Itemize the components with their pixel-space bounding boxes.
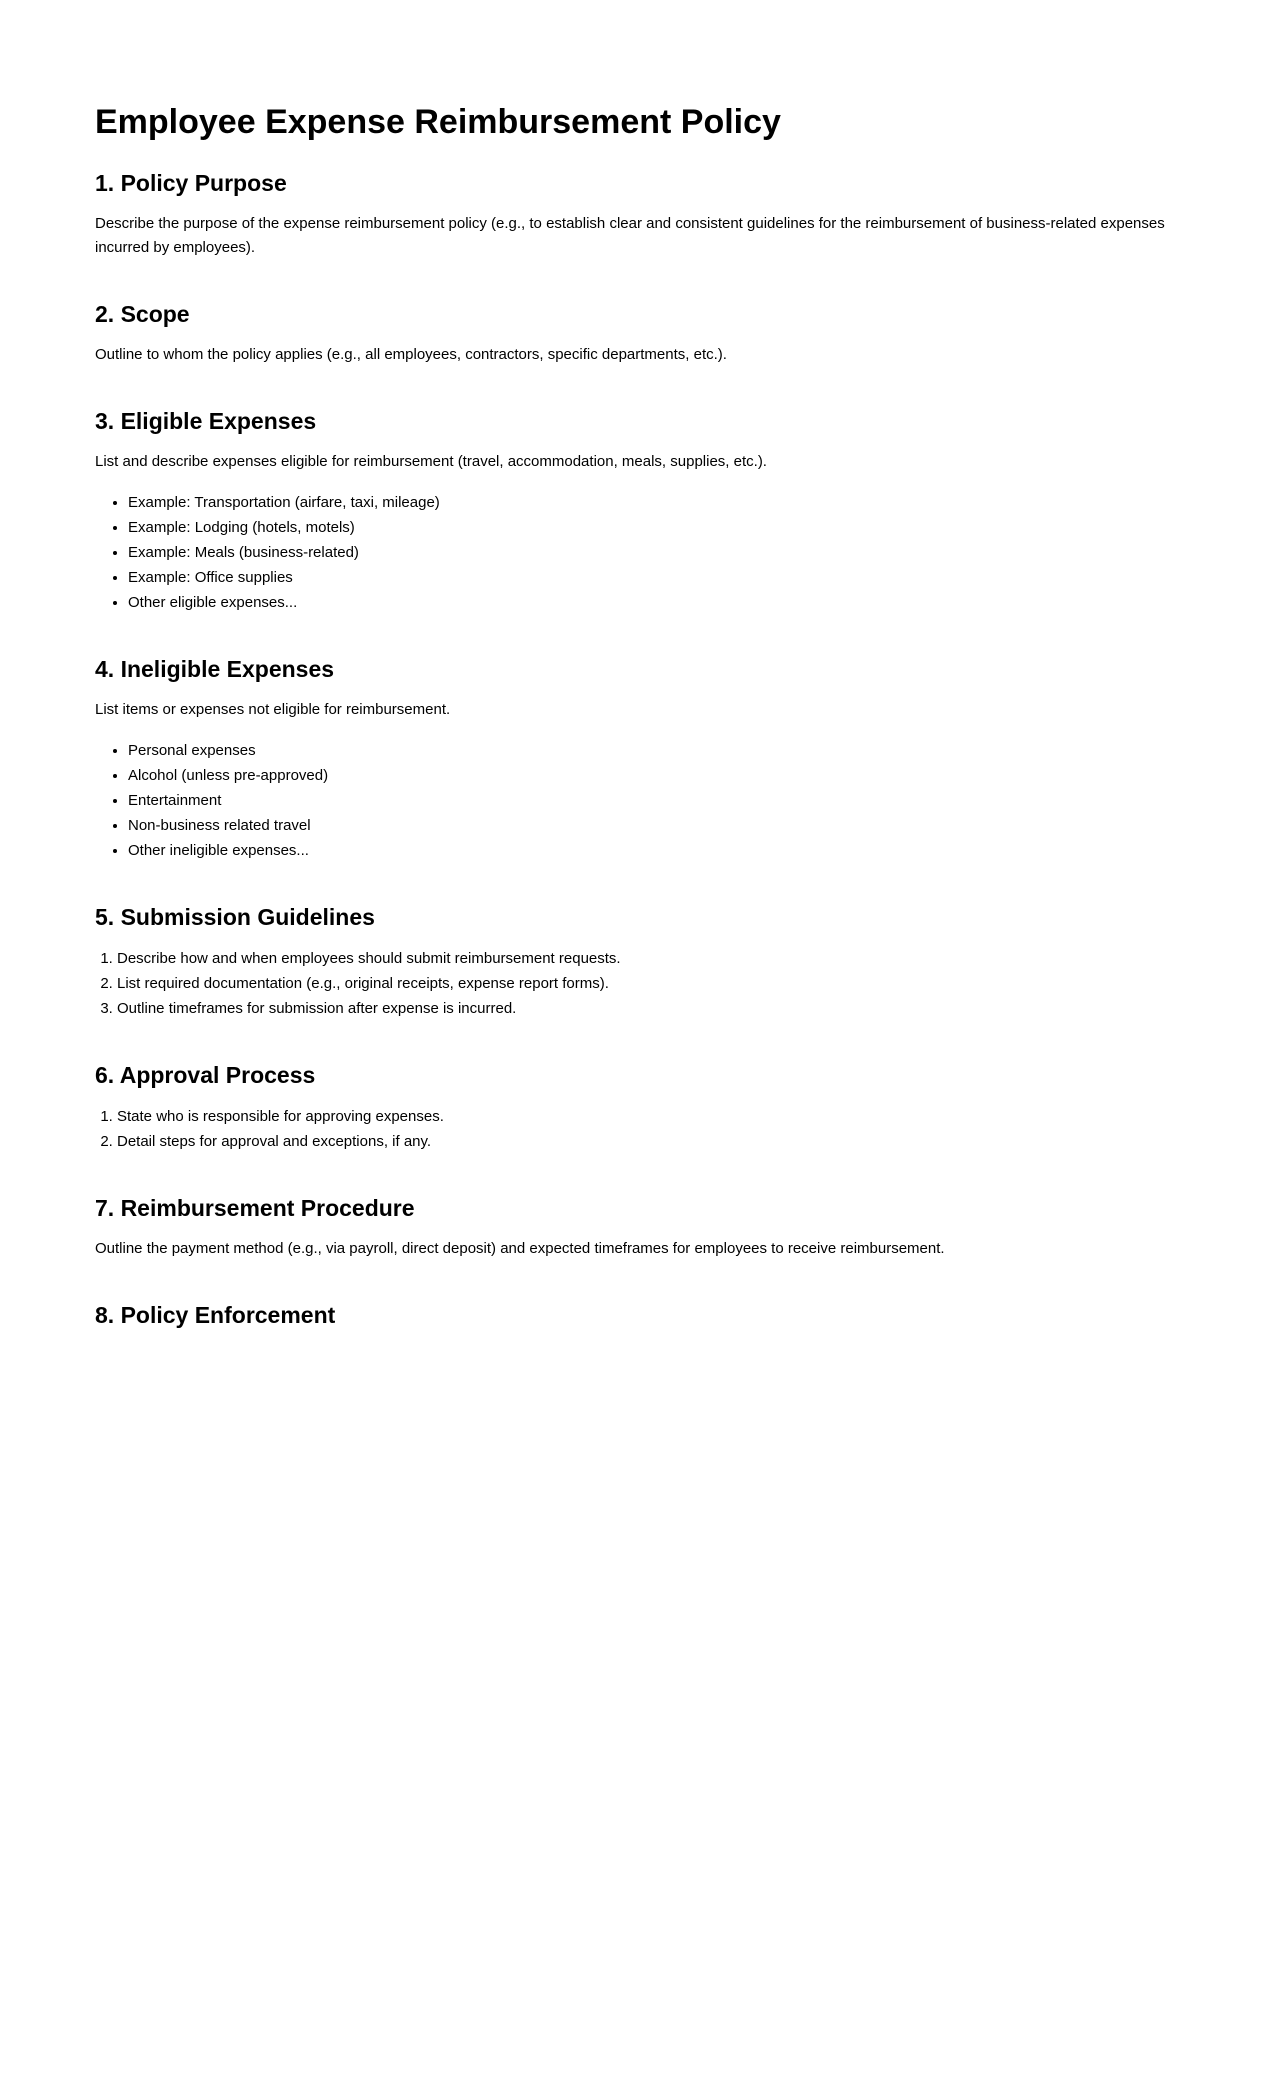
bullet-list (95, 490, 1183, 615)
section-heading: 3. Eligible Expenses (95, 407, 317, 434)
numbered-item: 1. State who is responsible for approving expenses. (117, 1104, 1183, 1129)
bullet-item: • Non-business related travel (128, 813, 1183, 838)
document-title: Employee Expense Reimbursement Policy (95, 103, 781, 141)
numbered-list (95, 946, 1183, 1021)
bullet-item: • Other eligible expenses... (128, 590, 1183, 615)
numbered-item: 2. List required documentation (e.g., original receipts, expense report forms). (117, 971, 1183, 996)
section-heading: 5. Submission Guidelines (95, 903, 375, 930)
policy-section (95, 300, 1183, 367)
numbered-item: 2. Detail steps for approval and exceptions, if any. (117, 1129, 1183, 1154)
numbered-list (95, 1104, 1183, 1154)
section-paragraph: List items or expenses not eligible for reimbursement. (95, 700, 451, 718)
section-heading: 4. Ineligible Expenses (95, 655, 335, 682)
bullet-item: • Alcohol (unless pre-approved) (128, 763, 1183, 788)
numbered-item: 3. Outline timeframes for submission after expense is incurred. (117, 996, 1183, 1021)
section-heading: 6. Approval Process (95, 1061, 316, 1088)
policy-section (95, 655, 1183, 863)
document-body (95, 169, 1183, 1329)
section-heading: 7. Reimbursement Procedure (95, 1194, 415, 1221)
section-paragraph: List and describe expenses eligible for reimbursement (travel, accommodation, meals, supplies, etc.). (95, 452, 767, 470)
page-background (0, 1313, 1263, 2073)
bullet-item: • Personal expenses (128, 738, 1183, 763)
section-heading: 8. Policy Enforcement (95, 1301, 336, 1328)
policy-section (95, 169, 1183, 260)
policy-section (95, 1194, 1183, 1261)
section-heading: 2. Scope (95, 300, 190, 327)
numbered-item: 1. Describe how and when employees should submit reimbursement requests. (117, 946, 1183, 971)
section-heading: 1. Policy Purpose (95, 169, 287, 196)
bullet-item: • Example: Meals (business-related) (128, 540, 1183, 565)
policy-section (95, 903, 1183, 1021)
section-paragraph: Outline the payment method (e.g., via payroll, direct deposit) and expected timeframes for employees to receive reimbursement. (95, 1239, 945, 1257)
bullet-item: • Example: Office supplies (128, 565, 1183, 590)
bullet-list (95, 738, 1183, 863)
policy-section (95, 407, 1183, 615)
bullet-item: • Entertainment (128, 788, 1183, 813)
policy-section (95, 1061, 1183, 1154)
section-paragraph: Describe the purpose of the expense reimbursement policy (e.g., to establish clear and consistent guidelines for the reimbursement of business-related expenses incurred by employees). (95, 214, 1165, 256)
bullet-item: • Other ineligible expenses... (128, 838, 1183, 863)
bullet-item: • Example: Transportation (airfare, taxi, mileage) (128, 490, 1183, 515)
section-paragraph: Outline to whom the policy applies (e.g., all employees, contractors, specific departments, etc.). (95, 345, 727, 363)
bullet-item: • Example: Lodging (hotels, motels) (128, 515, 1183, 540)
